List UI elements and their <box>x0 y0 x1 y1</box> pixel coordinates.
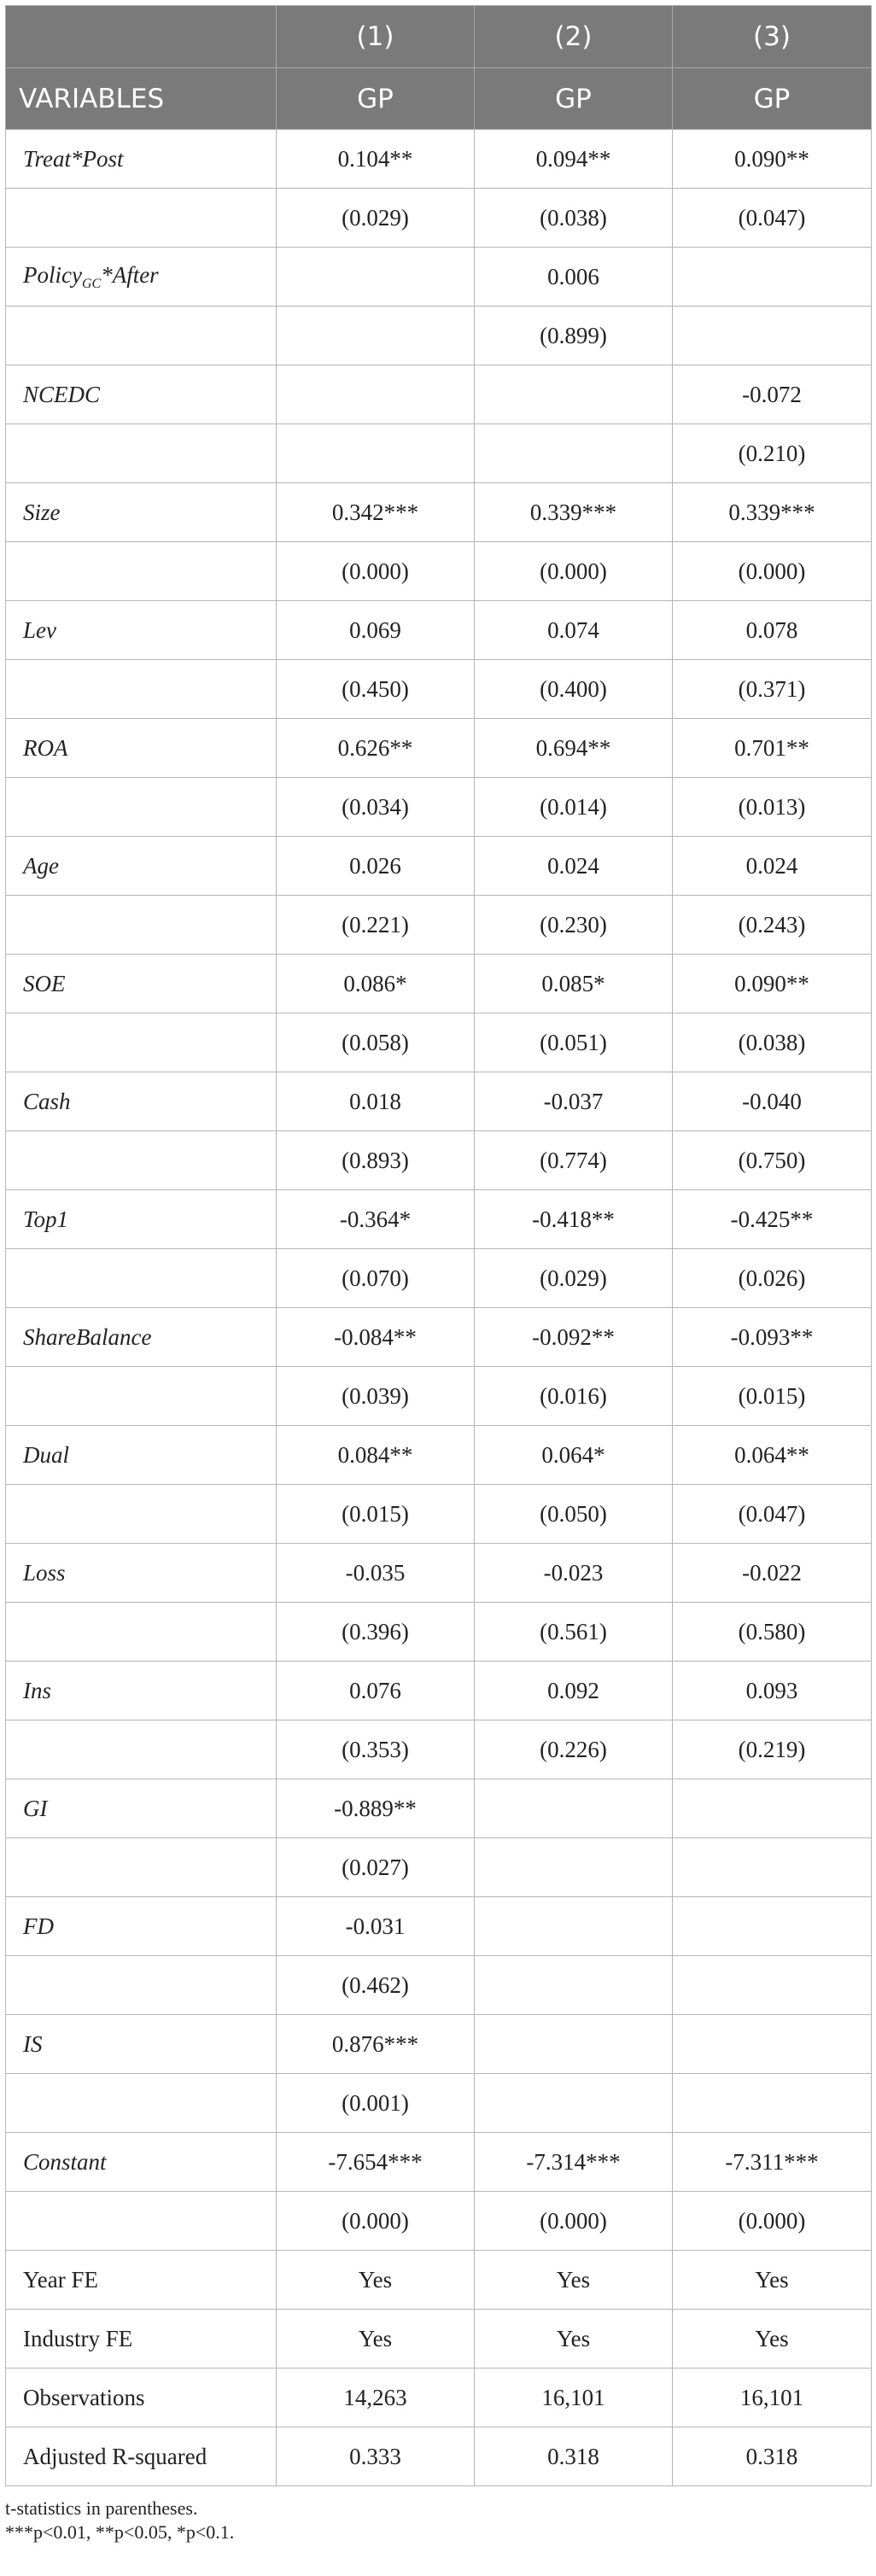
table-row <box>6 660 872 719</box>
table-cell-col-1: (0.027) <box>277 1838 475 1897</box>
table-cell-col-1: 0.626** <box>277 719 475 778</box>
table-cell-col-3: 16,101 <box>673 2369 872 2427</box>
table-cell-col-2: 0.006 <box>475 248 673 307</box>
table-cell-col-2: (0.051) <box>475 1013 673 1072</box>
table-cell-col-1: 14,263 <box>277 2369 475 2427</box>
table-cell-col-3: -0.040 <box>673 1072 872 1131</box>
row-label <box>6 778 277 837</box>
table-cell-col-3: (0.013) <box>673 778 872 837</box>
table-cell-col-3: (0.580) <box>673 1603 872 1662</box>
table-row <box>6 1072 872 1131</box>
table-cell-col-3: 0.090** <box>673 955 872 1013</box>
row-label <box>6 1426 277 1485</box>
table-cell-col-2 <box>475 424 673 483</box>
row-label <box>6 2251 277 2310</box>
table-cell-col-1: -0.889** <box>277 1779 475 1838</box>
table-cell-col-2: (0.014) <box>475 778 673 837</box>
table-cell-col-3: (0.219) <box>673 1720 872 1779</box>
table-cell-col-2 <box>475 2015 673 2074</box>
row-label <box>6 1897 277 1956</box>
table-cell-col-3: -0.072 <box>673 365 872 424</box>
table-cell-col-2: Yes <box>475 2251 673 2310</box>
table-row <box>6 1485 872 1544</box>
table-cell-col-2: -0.418** <box>475 1190 673 1249</box>
row-label <box>6 2310 277 2369</box>
table-notes <box>5 2497 876 2544</box>
table-row <box>6 1897 872 1956</box>
table-cell-col-2 <box>475 1838 673 1897</box>
table-row <box>6 2015 872 2074</box>
table-cell-col-1: (0.000) <box>277 542 475 601</box>
table-cell-col-2: 0.094** <box>475 130 673 189</box>
row-label-text: Observations <box>23 2384 145 2410</box>
table-cell-col-1: (0.221) <box>277 896 475 955</box>
variables-header: VARIABLES <box>6 68 277 130</box>
table-cell-col-2: 0.092 <box>475 1662 673 1720</box>
regression-table <box>5 5 872 2486</box>
row-label-suffix: *After <box>101 261 159 288</box>
table-cell-col-2 <box>475 2074 673 2133</box>
table-cell-col-2: 0.318 <box>475 2427 673 2486</box>
header-blank-cell <box>6 6 277 68</box>
table-row <box>6 1779 872 1838</box>
table-row <box>6 778 872 837</box>
row-label <box>6 248 277 307</box>
row-label <box>6 1249 277 1308</box>
table-cell-col-3: 0.701** <box>673 719 872 778</box>
table-cell-col-2: -7.314*** <box>475 2133 673 2192</box>
table-body <box>6 130 872 2486</box>
row-label-text: ShareBalance <box>23 1323 152 1350</box>
table-cell-col-3 <box>673 2015 872 2074</box>
row-label <box>6 1131 277 1190</box>
table-cell-col-1 <box>277 424 475 483</box>
row-label-text: Ins <box>23 1677 51 1703</box>
header-row-variables <box>6 68 872 130</box>
table-cell-col-2: (0.000) <box>475 542 673 601</box>
table-cell-col-1: (0.462) <box>277 1956 475 2015</box>
row-label-text: FD <box>23 1913 54 1939</box>
row-label <box>6 424 277 483</box>
table-cell-col-1: (0.893) <box>277 1131 475 1190</box>
row-label-subscript: GC <box>81 276 102 291</box>
table-cell-col-3: (0.000) <box>673 542 872 601</box>
table-cell-col-1: Yes <box>277 2251 475 2310</box>
table-row <box>6 837 872 896</box>
table-cell-col-2: (0.774) <box>475 1131 673 1190</box>
table-cell-col-3: -7.311*** <box>673 2133 872 2192</box>
table-cell-col-2: (0.038) <box>475 189 673 248</box>
table-cell-col-3: (0.000) <box>673 2192 872 2251</box>
row-label <box>6 955 277 1013</box>
row-label <box>6 2192 277 2251</box>
table-cell-col-3: Yes <box>673 2251 872 2310</box>
row-label-text: Adjusted R-squared <box>23 2443 207 2469</box>
regression-table-figure <box>0 5 876 2544</box>
row-label <box>6 365 277 424</box>
row-label-text: Treat*Post <box>23 145 124 172</box>
table-cell-col-1: (0.029) <box>277 189 475 248</box>
row-label <box>6 837 277 896</box>
row-label <box>6 1662 277 1720</box>
row-label <box>6 130 277 189</box>
column-number-1: (1) <box>277 6 475 68</box>
row-label <box>6 1603 277 1662</box>
row-label <box>6 601 277 660</box>
table-cell-col-3: 0.024 <box>673 837 872 896</box>
table-cell-col-1: (0.353) <box>277 1720 475 1779</box>
table-row <box>6 1544 872 1603</box>
table-cell-col-3: (0.371) <box>673 660 872 719</box>
table-cell-col-1: 0.104** <box>277 130 475 189</box>
row-label <box>6 1013 277 1072</box>
table-cell-col-1: -0.364* <box>277 1190 475 1249</box>
row-label <box>6 1544 277 1603</box>
table-cell-col-2: 0.024 <box>475 837 673 896</box>
table-cell-col-1: (0.015) <box>277 1485 475 1544</box>
table-cell-col-2: (0.016) <box>475 1367 673 1426</box>
table-cell-col-3 <box>673 1956 872 2015</box>
table-row <box>6 130 872 189</box>
row-label <box>6 719 277 778</box>
row-label-text: Age <box>23 852 59 879</box>
column-number-3: (3) <box>673 6 872 68</box>
table-row <box>6 2074 872 2133</box>
table-cell-col-1: 0.026 <box>277 837 475 896</box>
table-cell-col-2: (0.000) <box>475 2192 673 2251</box>
table-cell-col-3 <box>673 1838 872 1897</box>
table-row <box>6 1603 872 1662</box>
table-cell-col-2 <box>475 1897 673 1956</box>
table-row <box>6 1190 872 1249</box>
table-cell-col-1: 0.084** <box>277 1426 475 1485</box>
row-label-text: Dual <box>23 1441 69 1468</box>
row-label <box>6 2369 277 2427</box>
row-label <box>6 2074 277 2133</box>
row-label <box>6 483 277 542</box>
table-cell-col-3: 0.090** <box>673 130 872 189</box>
table-cell-col-1 <box>277 307 475 365</box>
table-cell-col-2 <box>475 365 673 424</box>
table-cell-col-1: -0.031 <box>277 1897 475 1956</box>
table-cell-col-3: 0.318 <box>673 2427 872 2486</box>
table-row <box>6 1956 872 2015</box>
row-label <box>6 1072 277 1131</box>
row-label-text: Size <box>23 499 61 525</box>
table-row <box>6 2369 872 2427</box>
table-cell-col-3: Yes <box>673 2310 872 2369</box>
table-cell-col-1 <box>277 365 475 424</box>
table-cell-col-1: 0.876*** <box>277 2015 475 2074</box>
table-cell-col-2: (0.400) <box>475 660 673 719</box>
row-label-text: Year FE <box>23 2266 99 2293</box>
row-label <box>6 1190 277 1249</box>
table-row <box>6 1720 872 1779</box>
table-row <box>6 1426 872 1485</box>
table-row <box>6 1662 872 1720</box>
table-cell-col-3 <box>673 2074 872 2133</box>
table-cell-col-2: (0.230) <box>475 896 673 955</box>
table-cell-col-1: (0.001) <box>277 2074 475 2133</box>
table-cell-col-3 <box>673 248 872 307</box>
row-label-text: ROA <box>23 734 68 761</box>
table-cell-col-3 <box>673 1779 872 1838</box>
table-cell-col-3: (0.026) <box>673 1249 872 1308</box>
table-cell-col-2: 0.339*** <box>475 483 673 542</box>
row-label <box>6 1838 277 1897</box>
table-cell-col-2: -0.037 <box>475 1072 673 1131</box>
table-cell-col-3: (0.750) <box>673 1131 872 1190</box>
table-cell-col-2: -0.023 <box>475 1544 673 1603</box>
table-row <box>6 542 872 601</box>
row-label <box>6 2427 277 2486</box>
table-cell-col-1: 0.086* <box>277 955 475 1013</box>
table-cell-col-2: -0.092** <box>475 1308 673 1367</box>
row-label <box>6 542 277 601</box>
table-row <box>6 483 872 542</box>
table-cell-col-1: (0.039) <box>277 1367 475 1426</box>
table-row <box>6 601 872 660</box>
dependent-variable-1: GP <box>277 68 475 130</box>
table-row <box>6 1249 872 1308</box>
dependent-variable-2: GP <box>475 68 673 130</box>
table-row <box>6 2310 872 2369</box>
table-cell-col-1: 0.069 <box>277 601 475 660</box>
row-label <box>6 307 277 365</box>
table-cell-col-2: (0.029) <box>475 1249 673 1308</box>
table-cell-col-3: 0.078 <box>673 601 872 660</box>
table-row <box>6 424 872 483</box>
table-cell-col-2: 0.064* <box>475 1426 673 1485</box>
table-cell-col-1 <box>277 248 475 307</box>
row-label-text: Lev <box>23 616 56 643</box>
table-cell-col-2: 0.074 <box>475 601 673 660</box>
row-label-text: Cash <box>23 1088 71 1114</box>
table-row <box>6 189 872 248</box>
table-cell-col-2: (0.561) <box>475 1603 673 1662</box>
table-cell-col-2: Yes <box>475 2310 673 2369</box>
table-cell-col-3: (0.243) <box>673 896 872 955</box>
table-cell-col-2: 0.694** <box>475 719 673 778</box>
note-significance: ***p<0.01, **p<0.05, *p<0.1. <box>5 2521 235 2543</box>
table-cell-col-2 <box>475 1779 673 1838</box>
table-cell-col-3: (0.015) <box>673 1367 872 1426</box>
row-label <box>6 896 277 955</box>
table-row <box>6 1308 872 1367</box>
dependent-variable-3: GP <box>673 68 872 130</box>
row-label-text: Constant <box>23 2148 107 2175</box>
table-cell-col-1: Yes <box>277 2310 475 2369</box>
table-cell-col-1: (0.396) <box>277 1603 475 1662</box>
row-label <box>6 660 277 719</box>
table-cell-col-3: (0.210) <box>673 424 872 483</box>
table-cell-col-1: 0.342*** <box>277 483 475 542</box>
row-label <box>6 1720 277 1779</box>
table-row <box>6 896 872 955</box>
table-cell-col-2: (0.226) <box>475 1720 673 1779</box>
table-cell-col-2: 0.085* <box>475 955 673 1013</box>
table-row <box>6 1838 872 1897</box>
table-cell-col-2: 16,101 <box>475 2369 673 2427</box>
table-row <box>6 365 872 424</box>
table-row <box>6 2427 872 2486</box>
table-cell-col-1: -7.654*** <box>277 2133 475 2192</box>
table-cell-col-1: (0.034) <box>277 778 475 837</box>
table-cell-col-1: -0.084** <box>277 1308 475 1367</box>
table-cell-col-3: 0.339*** <box>673 483 872 542</box>
table-cell-col-1: (0.058) <box>277 1013 475 1072</box>
table-cell-col-3: -0.425** <box>673 1190 872 1249</box>
row-label <box>6 1308 277 1367</box>
row-label-text: NCEDC <box>23 381 101 407</box>
table-row <box>6 2133 872 2192</box>
column-number-2: (2) <box>475 6 673 68</box>
row-label-text: SOE <box>23 970 66 996</box>
table-cell-col-1: (0.070) <box>277 1249 475 1308</box>
row-label <box>6 1367 277 1426</box>
row-label-text: GI <box>23 1795 48 1821</box>
table-cell-col-3: (0.047) <box>673 189 872 248</box>
table-row <box>6 955 872 1013</box>
table-row <box>6 1013 872 1072</box>
table-cell-col-3: 0.064** <box>673 1426 872 1485</box>
header-row-column-numbers <box>6 6 872 68</box>
table-cell-col-1: (0.450) <box>277 660 475 719</box>
table-row <box>6 719 872 778</box>
row-label <box>6 189 277 248</box>
row-label-text: IS <box>23 2030 43 2057</box>
table-row <box>6 2251 872 2310</box>
table-cell-col-2: (0.899) <box>475 307 673 365</box>
row-label <box>6 2133 277 2192</box>
table-cell-col-3 <box>673 307 872 365</box>
table-cell-col-3 <box>673 1897 872 1956</box>
table-cell-col-2: (0.050) <box>475 1485 673 1544</box>
note-t-statistics: t-statistics in parentheses. <box>5 2497 198 2519</box>
row-label-text: Top1 <box>23 1206 69 1232</box>
table-row <box>6 248 872 307</box>
table-cell-col-1: 0.076 <box>277 1662 475 1720</box>
table-cell-col-3: (0.047) <box>673 1485 872 1544</box>
table-row <box>6 1131 872 1190</box>
table-cell-col-1: 0.018 <box>277 1072 475 1131</box>
table-cell-col-3: -0.093** <box>673 1308 872 1367</box>
table-cell-col-2 <box>475 1956 673 2015</box>
row-label <box>6 1779 277 1838</box>
row-label-text: Policy <box>23 261 82 288</box>
table-row <box>6 307 872 365</box>
row-label-text: Loss <box>23 1559 66 1586</box>
row-label-text: Industry FE <box>23 2325 133 2351</box>
table-cell-col-3: (0.038) <box>673 1013 872 1072</box>
row-label <box>6 1956 277 2015</box>
table-cell-col-3: -0.022 <box>673 1544 872 1603</box>
row-label <box>6 1485 277 1544</box>
table-cell-col-1: 0.333 <box>277 2427 475 2486</box>
table-row <box>6 1367 872 1426</box>
table-cell-col-1: -0.035 <box>277 1544 475 1603</box>
row-label <box>6 2015 277 2074</box>
table-cell-col-3: 0.093 <box>673 1662 872 1720</box>
table-row <box>6 2192 872 2251</box>
table-cell-col-1: (0.000) <box>277 2192 475 2251</box>
